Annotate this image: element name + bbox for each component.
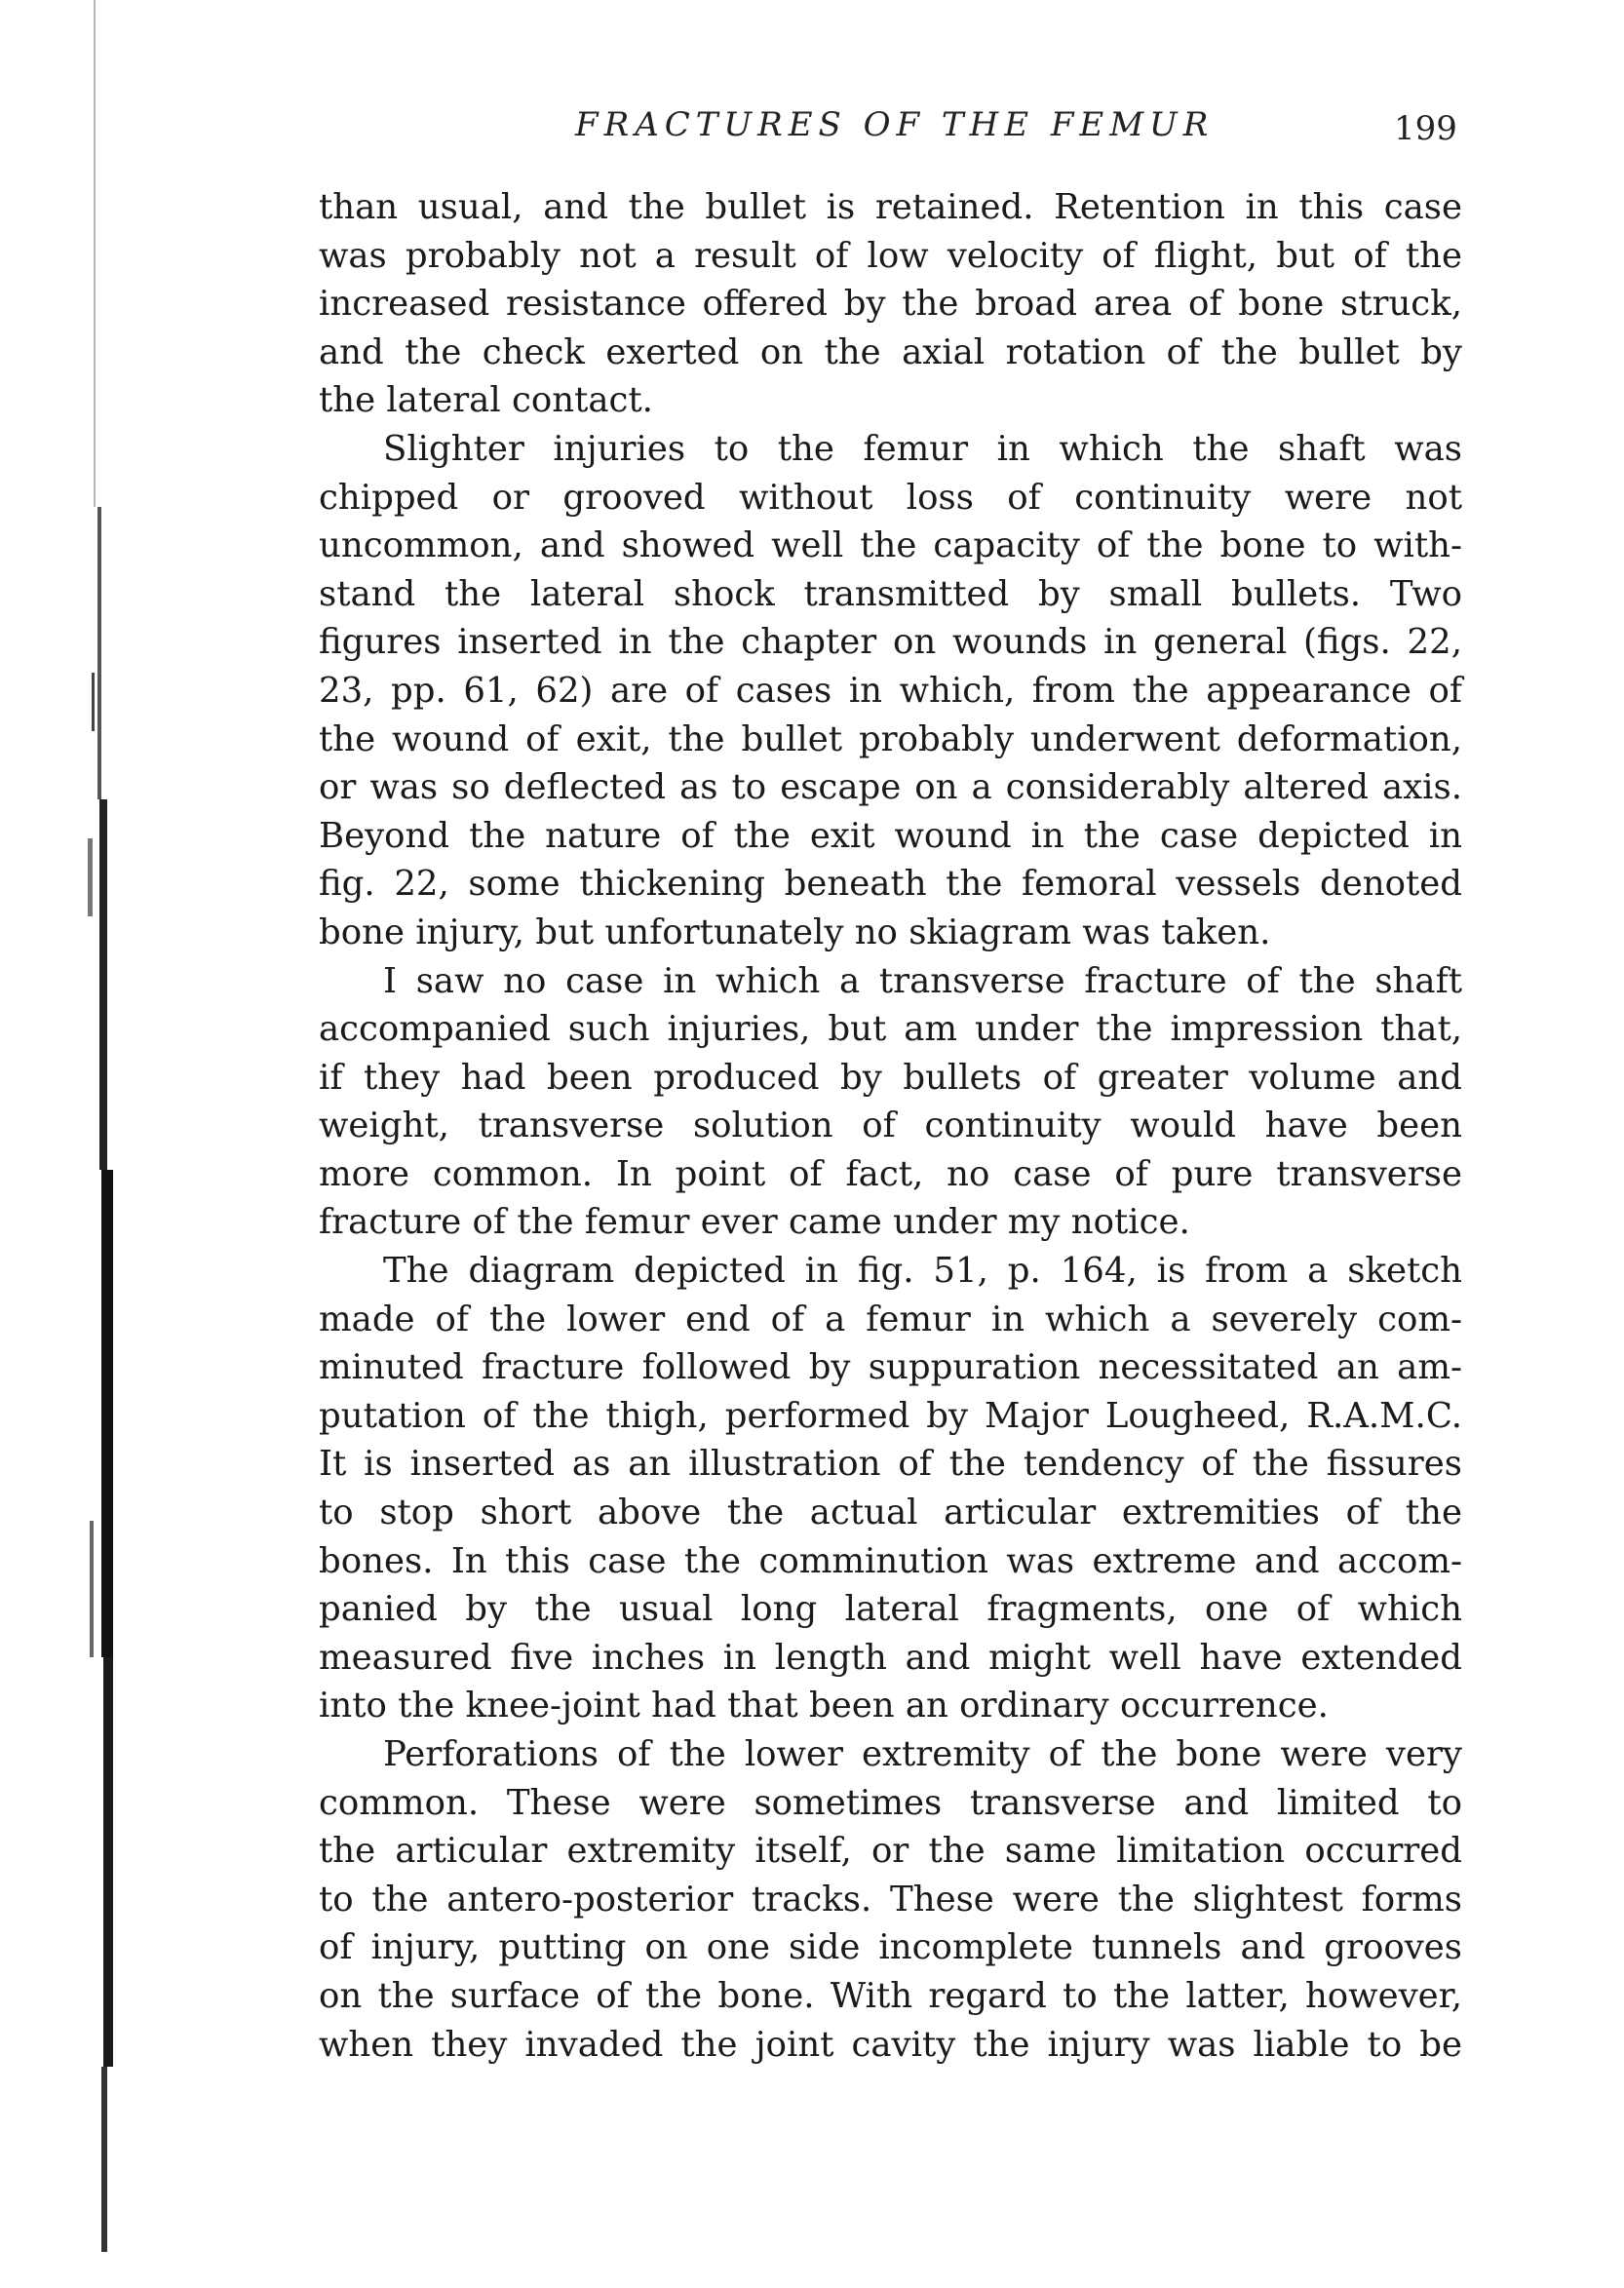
text-line: common. These were sometimes transverse and limited to <box>319 1782 1462 1823</box>
paragraph <box>319 1247 1462 1730</box>
text-line: measured five inches in length and might well have extended <box>319 1637 1462 1678</box>
body-text <box>319 183 1462 2069</box>
text-line: the lateral contact. <box>319 380 653 421</box>
paragraph <box>319 425 1462 957</box>
text-line: figures inserted in the chapter on wounds in general (figs. 22, <box>319 622 1462 663</box>
text-line: minuted fracture followed by suppuration necessitated an am- <box>319 1347 1462 1388</box>
text-line: 23, pp. 61, 62) are of cases in which, from the appearance of <box>319 670 1462 711</box>
text-line: bones. In this case the comminution was extreme and accom- <box>319 1540 1462 1581</box>
text-line: when they invaded the joint cavity the injury was liable to be <box>319 2024 1462 2065</box>
text-line: putation of the thigh, performed by Major Lougheed, R.A.M.C. <box>319 1395 1462 1436</box>
text-line: panied by the usual long lateral fragments, one of which <box>319 1589 1462 1630</box>
text-line: chipped or grooved without loss of continuity were not <box>319 477 1462 518</box>
text-line: bone injury, but unfortunately no skiagram was taken. <box>319 911 1271 952</box>
text-line: or was so deflected as to escape on a considerably altered axis. <box>319 767 1462 808</box>
text-line: stand the lateral shock transmitted by small bullets. Two <box>319 573 1462 614</box>
text-line: increased resistance offered by the broad area of bone struck, <box>319 284 1462 325</box>
text-line: fracture of the femur ever came under my notice. <box>319 1202 1190 1243</box>
page-binding-shadow <box>58 0 146 2288</box>
text-line: The diagram depicted in fig. 51, p. 164, is from a sketch <box>383 1251 1462 1292</box>
text-line: if they had been produced by bullets of greater volume and <box>319 1057 1462 1098</box>
text-line: into the knee-joint had that been an ordinary occurrence. <box>319 1686 1329 1726</box>
text-line: than usual, and the bullet is retained. Retention in this case <box>319 187 1462 227</box>
text-line: Perforations of the lower extremity of the bone were very <box>383 1734 1462 1774</box>
text-line: and the check exerted on the axial rotation of the bullet by <box>319 331 1462 372</box>
text-line: the articular extremity itself, or the same limitation occurred <box>319 1831 1462 1872</box>
text-line: accompanied such injuries, but am under the impression that, <box>319 1009 1462 1050</box>
text-line: the wound of exit, the bullet probably underwent deformation, <box>319 718 1462 759</box>
text-line: to the antero-posterior tracks. These were the slightest forms <box>319 1879 1462 1920</box>
running-head-title: FRACTURES OF THE FEMUR <box>575 105 1215 144</box>
text-line: of injury, putting on one side incomplete tunnels and grooves <box>319 1927 1462 1968</box>
text-line: uncommon, and showed well the capacity of the bone to with- <box>319 525 1462 566</box>
text-line: was probably not a result of low velocity of flight, but of the <box>319 235 1462 276</box>
text-line: weight, transverse solution of continuity would have been <box>319 1105 1462 1146</box>
paragraph <box>319 183 1462 425</box>
page-number: 199 <box>1394 109 1457 148</box>
paragraph <box>319 1730 1462 2069</box>
text-line: It is inserted as an illustration of the tendency of the fissures <box>319 1444 1462 1485</box>
text-line: to stop short above the actual articular extremities of the <box>319 1493 1462 1533</box>
paragraph <box>319 957 1462 1248</box>
text-line: on the surface of the bone. With regard to the latter, however, <box>319 1975 1462 2016</box>
text-line: Slighter injuries to the femur in which the shaft was <box>383 428 1462 469</box>
text-line: more common. In point of fact, no case of pure transverse <box>319 1153 1462 1194</box>
text-line: Beyond the nature of the exit wound in the case depicted in <box>319 815 1462 856</box>
text-line: made of the lower end of a femur in which a severely com- <box>319 1299 1462 1339</box>
text-line: I saw no case in which a transverse fracture of the shaft <box>383 960 1462 1001</box>
text-line: fig. 22, some thickening beneath the femoral vessels denoted <box>319 864 1462 905</box>
